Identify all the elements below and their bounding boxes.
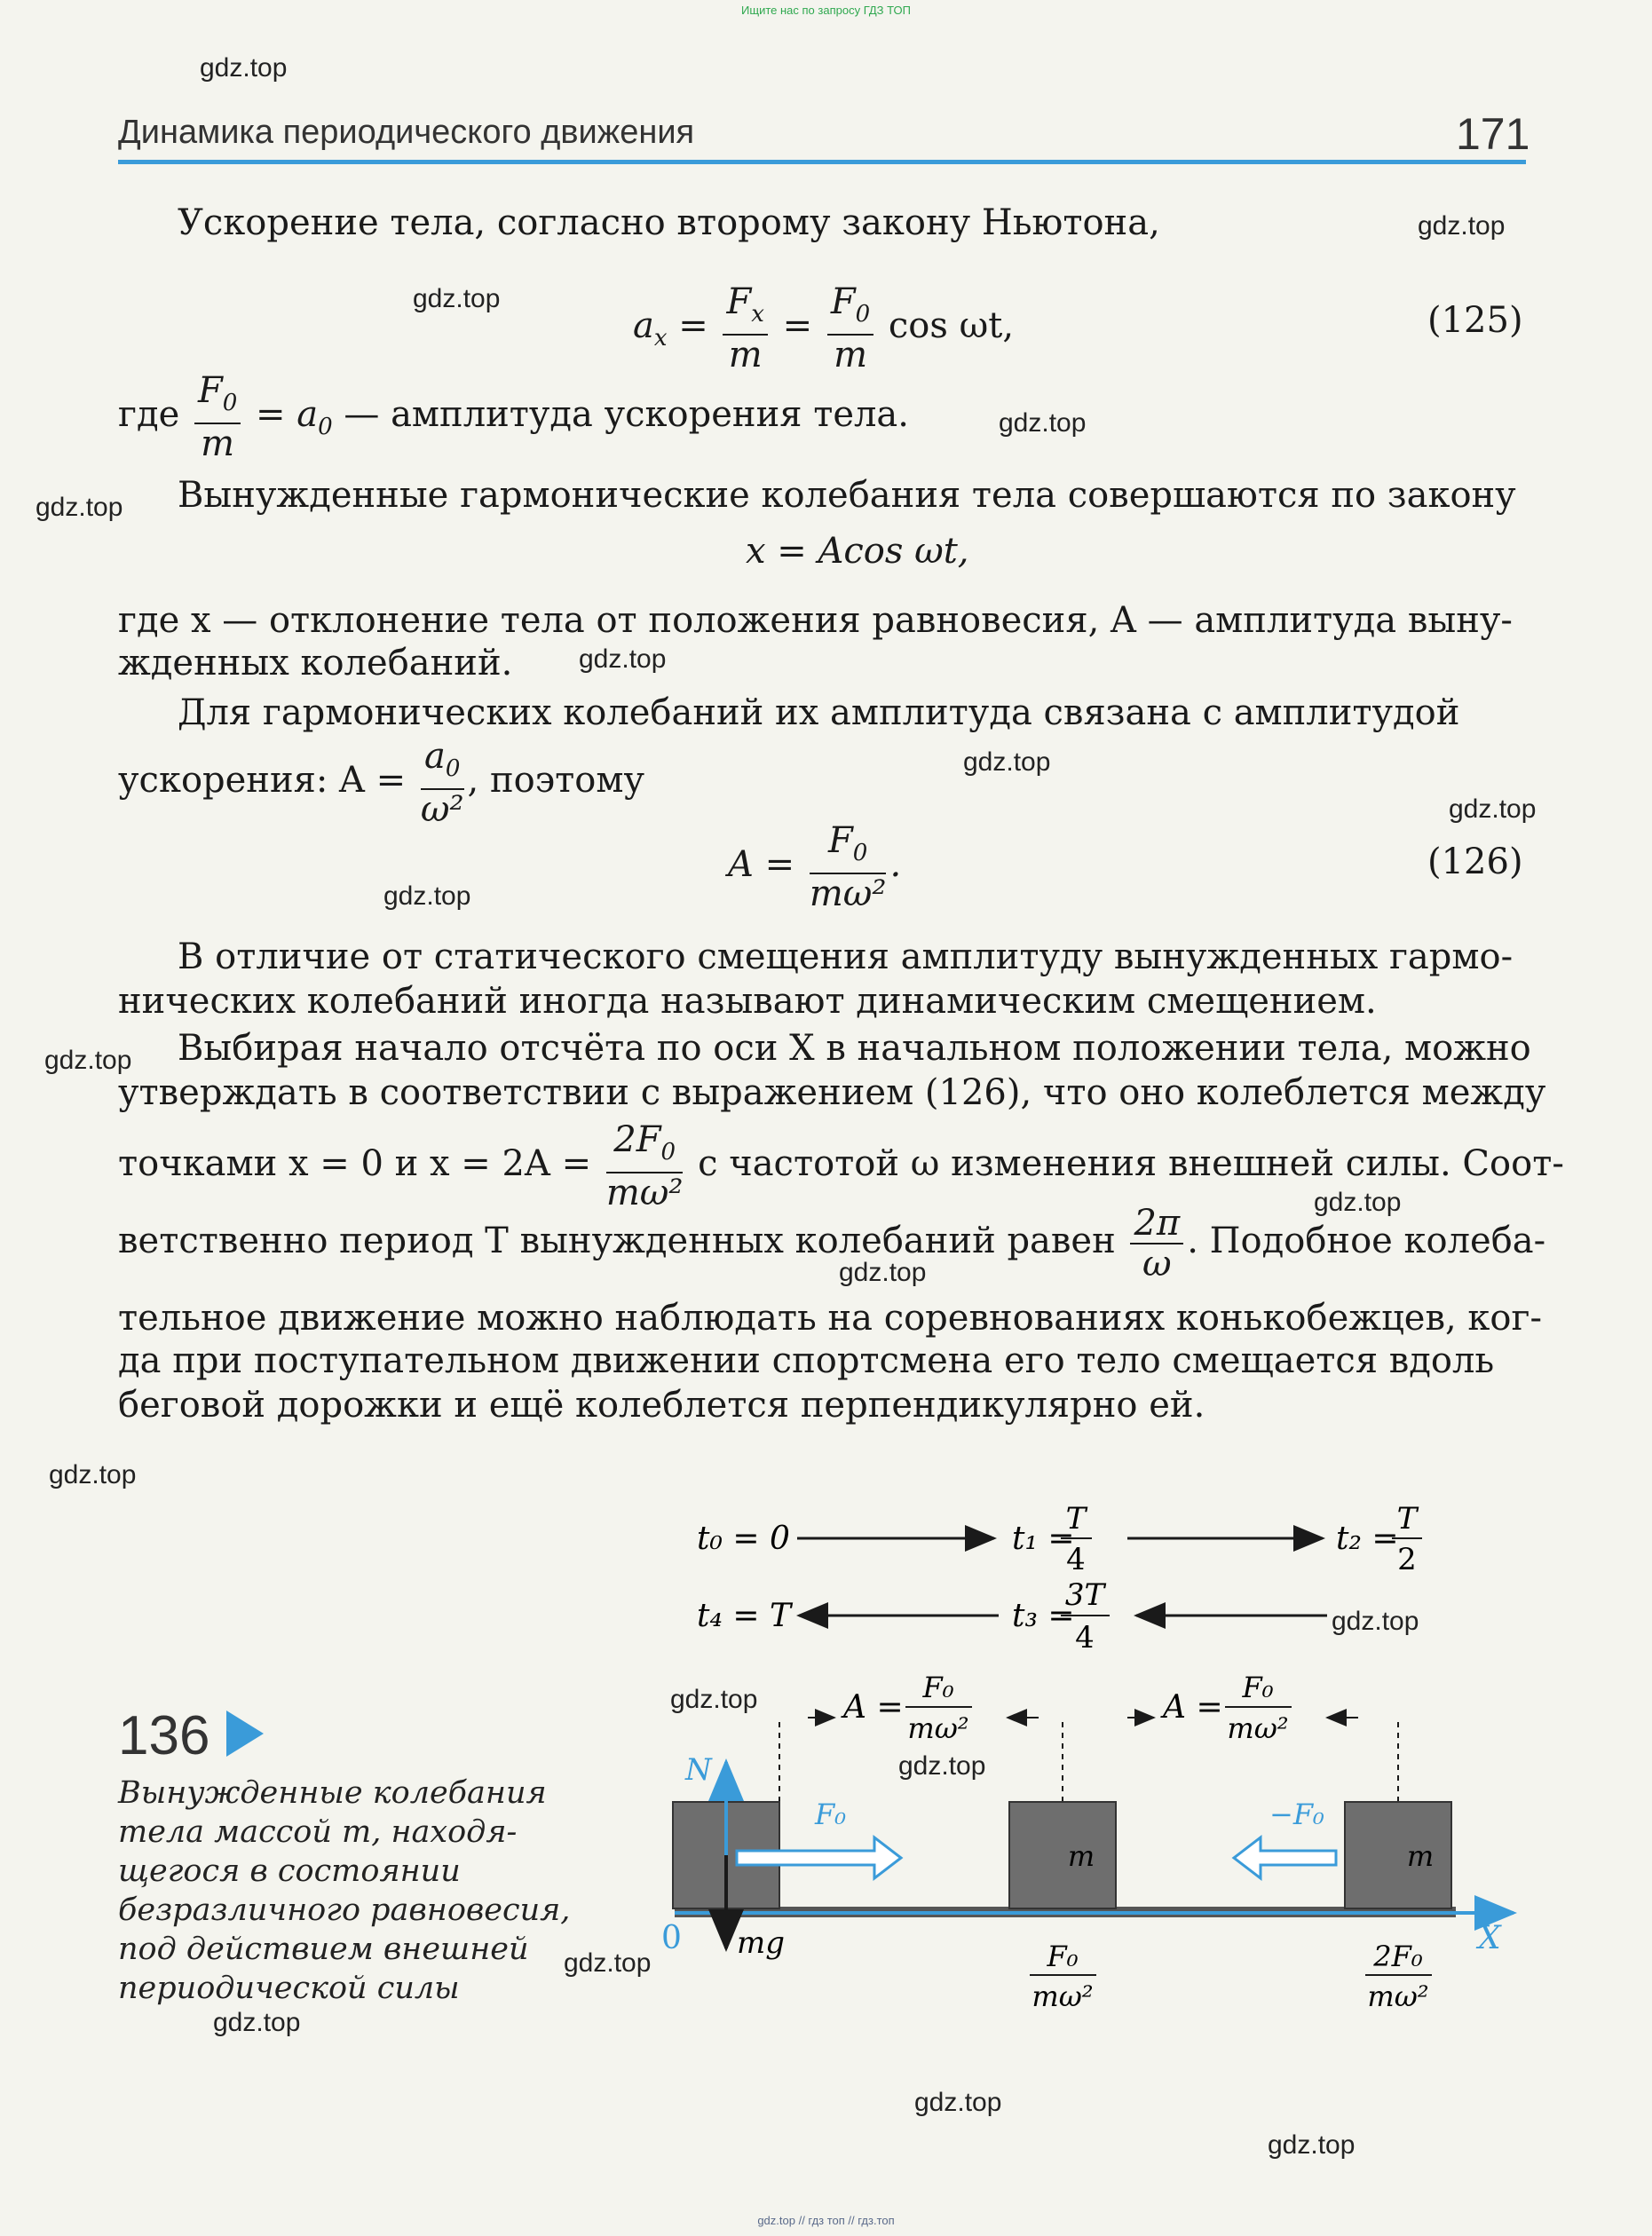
figure-caption-line: тела массой m, находя- [118,1814,518,1850]
paragraph-line: В отличие от статического смещения амплитуду вынужденных гармо- [178,936,1514,977]
watermark: gdz.top [36,493,123,522]
watermark: gdz.top [383,881,471,911]
t3-denominator: 4 [1075,1620,1095,1655]
amplitude-denominator: mω² [907,1711,969,1745]
mass-label: m [1067,1839,1095,1873]
watermark: gdz.top [413,284,501,313]
paragraph-line: да при поступательном движении спортсмена его тело смещается вдоль [118,1340,1495,1381]
paragraph-line: утверждать в соответствии с выражением (126), что оно колеблется между [118,1072,1546,1113]
t2-numerator: T [1396,1501,1418,1537]
amplitude-label: A = [1163,1689,1223,1726]
watermark: gdz.top [839,1258,927,1287]
paragraph-line: где x — отклонение тела от положения равновесия, A — амплитуда выну- [118,600,1513,641]
tick-numerator: F₀ [1047,1940,1079,1973]
watermark: gdz.top [898,1751,986,1781]
external-force-arrow-reverse [1234,1837,1336,1878]
watermark: gdz.top [1418,211,1506,241]
watermark: gdz.top [999,408,1087,438]
time-label-t4: t₄ = T [697,1598,791,1634]
equation-126: A = $\frac{F_0}{\text{mω²}}$ . [728,820,902,914]
paragraph-line: беговой дорожки и ещё колеблется перпендикулярно ей. [118,1385,1205,1426]
amplitude-numerator: F₀ [922,1671,954,1704]
gravity-label: mg [737,1925,786,1961]
tick-numerator: 2F₀ [1373,1940,1423,1973]
watermark: gdz.top [213,2008,301,2037]
equation-125: $a_x$ = $\frac{F_x}{m}$ = $\frac{F_0}{m}$ cos ωt, [633,281,1015,375]
watermark: gdz.top [579,644,667,674]
paragraph-line: точками x = 0 и x = 2A = $\frac{2F_0}{\text{mω²}}$ с частотой ω изменения внешней силы. Соот- [118,1119,1564,1213]
amplitude-label: A = [843,1689,904,1726]
watermark: gdz.top [670,1685,758,1714]
external-force-label: F₀ [815,1797,847,1831]
watermark: gdz.top [1268,2130,1356,2160]
equation-x: x = Acos ωt, [746,531,969,572]
figure-caption-line: безразличного равновесия, [118,1892,571,1928]
watermark: gdz.top [44,1046,132,1075]
figure-caption-line: Вынужденные колебания [118,1775,547,1811]
paragraph-line: нических колебаний иногда называют динамическим смещением. [118,981,1377,1022]
t3-numerator: 3T [1064,1577,1105,1613]
time-label-t3: t₃ = [1012,1598,1075,1634]
paragraph-line: Вынужденные гармонические колебания тела совершаются по закону [178,475,1516,516]
watermark: gdz.top [1332,1607,1419,1636]
time-label-t0: t₀ = 0 [697,1521,790,1557]
paragraph-line: тельное движение можно наблюдать на соревнованиях конькобежцев, ког- [118,1298,1542,1339]
paragraph-line: где $\frac{F_0}{m}$ = $a_0$ — амплитуда ускорения тела. [118,370,909,464]
time-label-t1: t₁ = [1012,1521,1075,1557]
figure-caption-line: под действием внешней [118,1932,529,1967]
paragraph-line: Выбирая начало отсчёта по оси X в начальном положении тела, можно [178,1028,1531,1069]
tick-denominator: mω² [1367,1979,1429,2013]
equation-number: (126) [1427,841,1523,882]
watermark: gdz.top [564,1948,652,1978]
paragraph-line: ускорения: A = $\frac{a_0}{\text{ω²}}$ , поэтому [118,736,644,830]
watermark: gdz.top [914,2088,1002,2117]
axis-x-label: X [1478,1920,1501,1956]
axis-origin-label: 0 [661,1920,682,1956]
watermark: gdz.top [1449,794,1537,824]
paragraph-line: Для гармонических колебаний их амплитуда связана с амплитудой [178,692,1460,733]
page-number: 171 [1456,109,1530,159]
external-force-reverse-label: −F₀ [1269,1797,1324,1831]
t1-denominator: 4 [1066,1542,1086,1577]
watermark: gdz.top [1314,1188,1402,1217]
mass-block [1345,1802,1451,1908]
watermark: gdz.top [49,1460,137,1489]
time-label-t2: t₂ = [1336,1521,1399,1557]
paragraph-line: ветственно период T вынужденных колебаний равен $\frac{2\pi}{\omega}$ . Подобное колеба- [118,1203,1546,1284]
watermark: gdz.top [963,747,1051,777]
t2-denominator: 2 [1397,1542,1417,1577]
amplitude-numerator: F₀ [1242,1671,1274,1704]
bottom-note: gdz.top // гдз топ // гдз.топ [757,2214,895,2227]
normal-force-label: N [685,1752,712,1788]
mass-block [1009,1802,1116,1908]
equation-number: (125) [1427,300,1523,341]
tick-denominator: mω² [1032,1979,1094,2013]
t1-numerator: T [1065,1501,1087,1537]
figure-number: 136 [118,1705,210,1766]
amplitude-denominator: mω² [1227,1711,1289,1745]
figure-caption-line: щегося в состоянии [118,1853,461,1889]
paragraph-line: жденных колебаний. [118,643,513,683]
running-header: Динамика периодического движения [118,114,695,151]
top-note: Ищите нас по запросу ГДЗ ТОП [741,4,911,17]
mass-label: m [1406,1839,1435,1873]
paragraph-line: Ускорение тела, согласно второму закону Ньютона, [178,202,1160,243]
figure-caption-line: периодической силы [118,1971,460,2006]
watermark: gdz.top [200,53,288,83]
